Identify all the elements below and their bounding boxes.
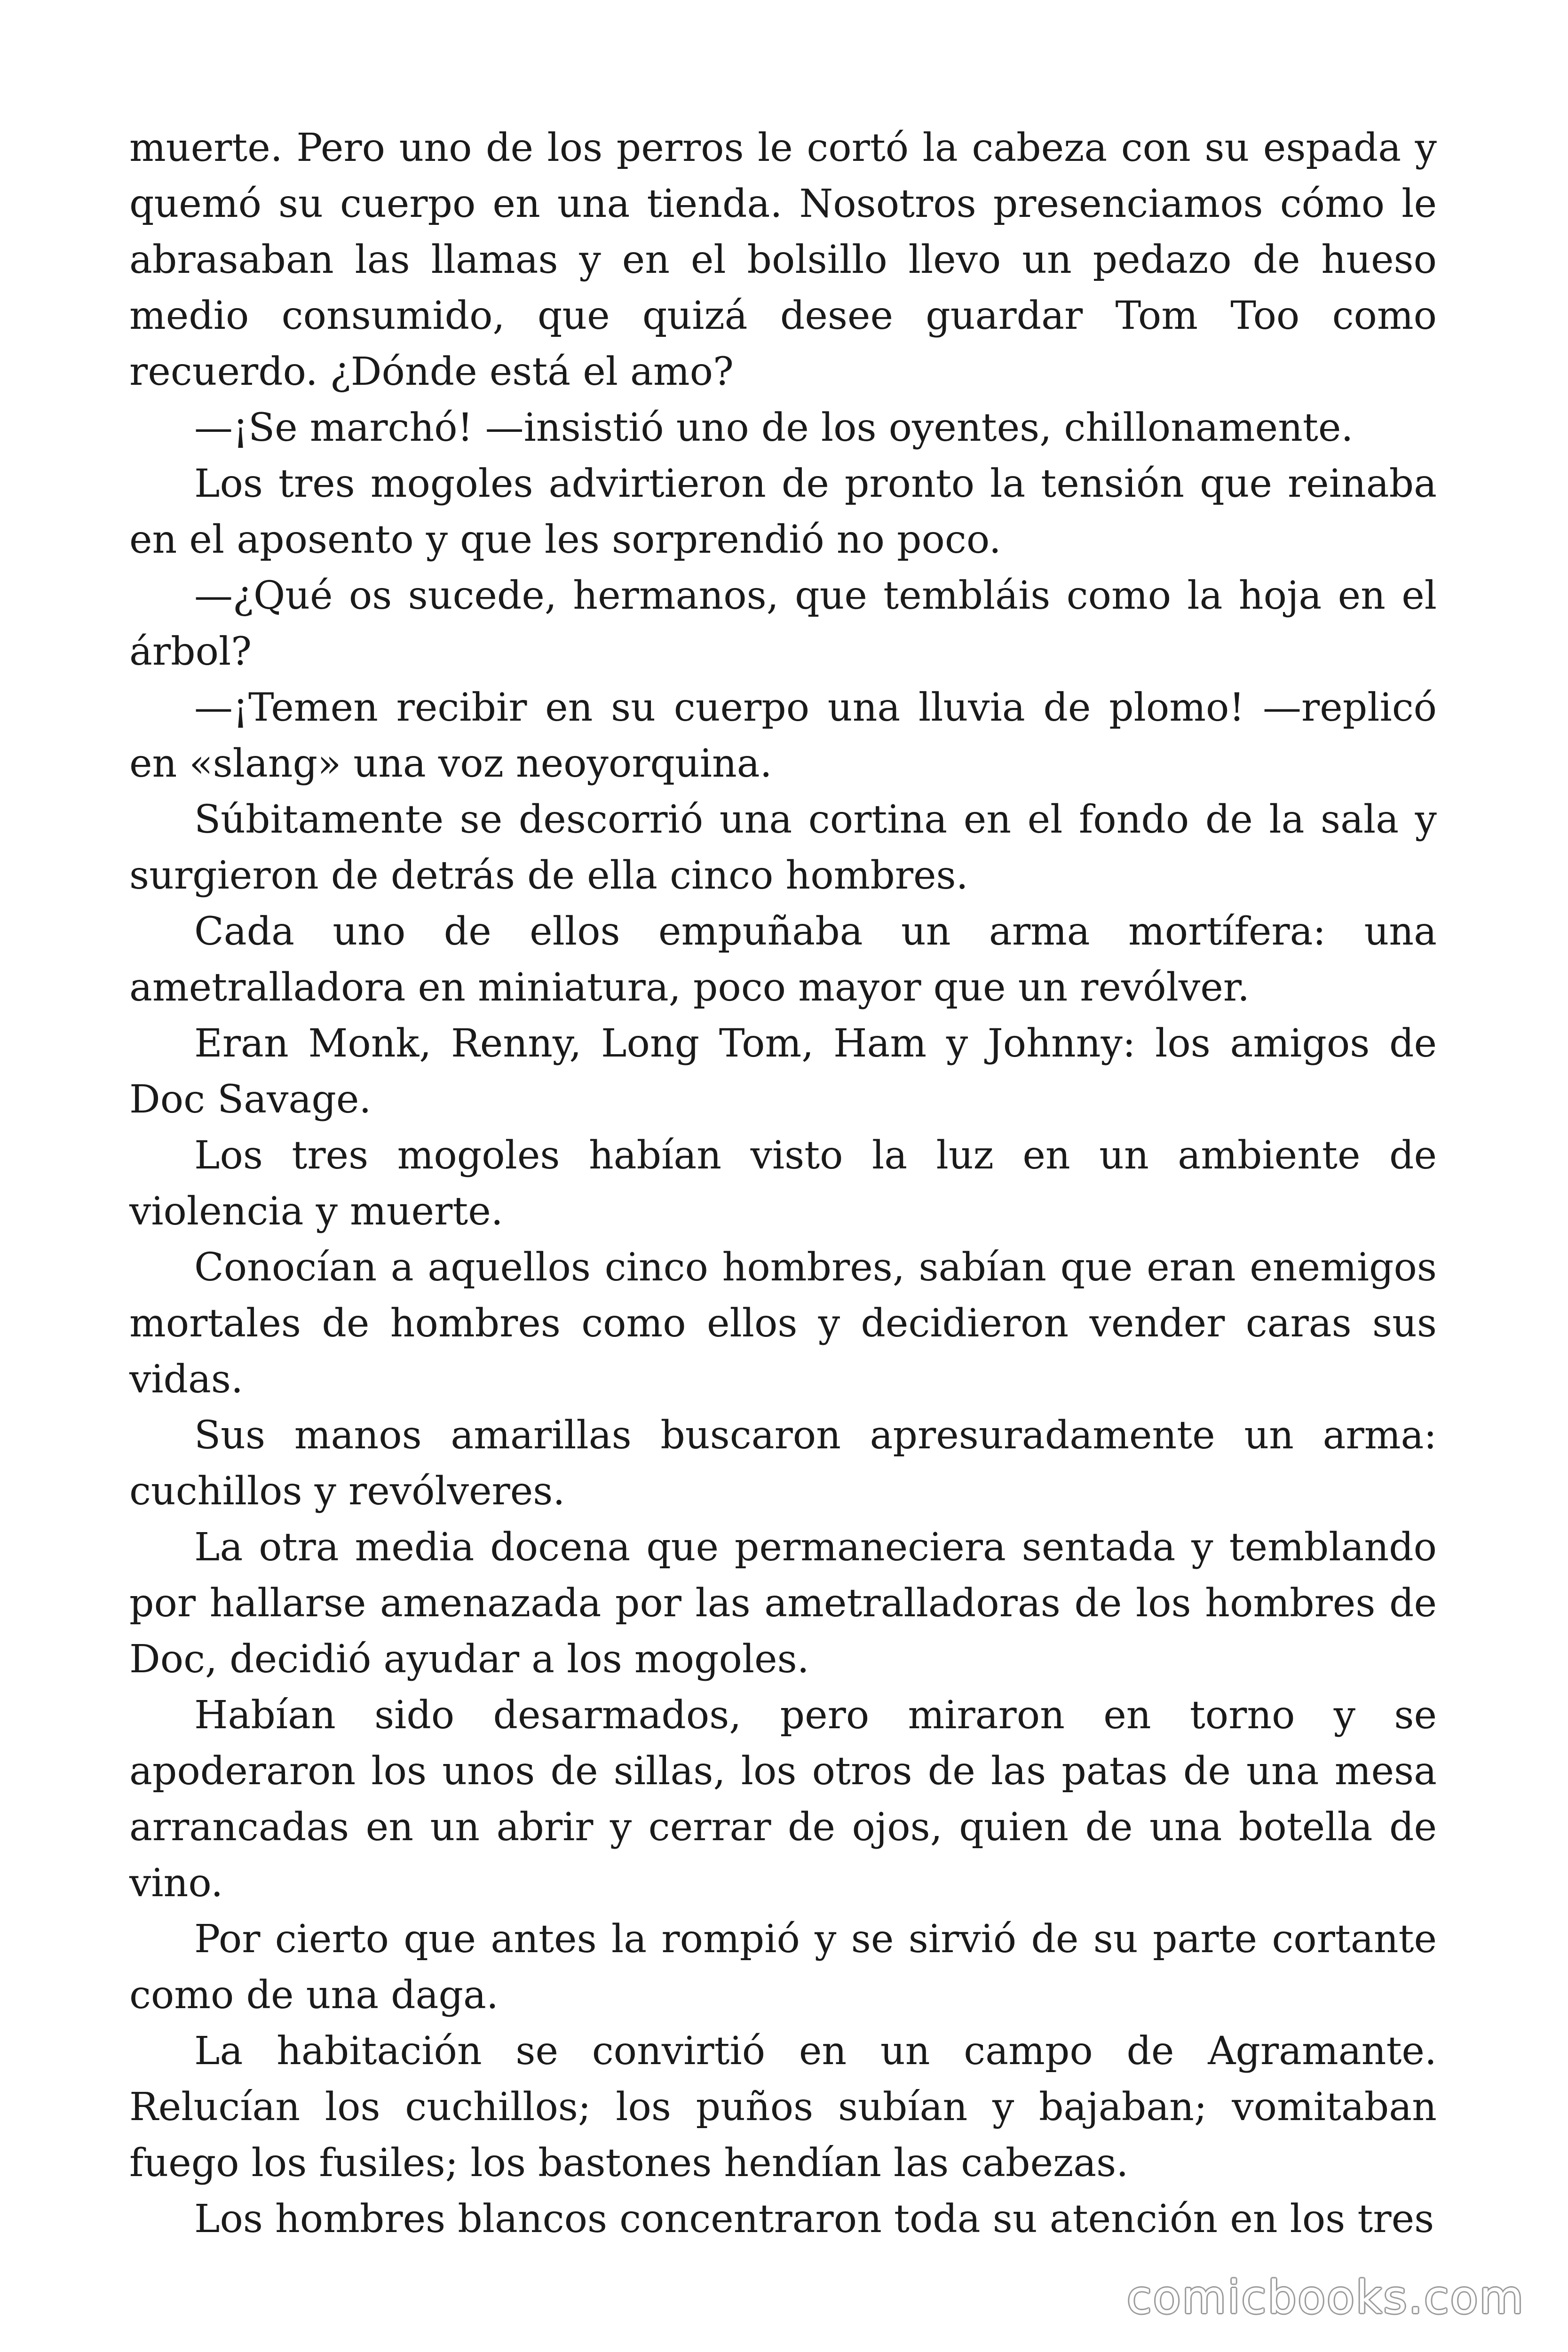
paragraph: Conocían a aquellos cinco hombres, sabían que eran enemigos mortales de hombres como ellos y decidieron vender caras sus vidas. — [129, 1245, 1437, 1402]
paragraph: Por cierto que antes la rompió y se sirvió de su parte cortante como de una daga. — [129, 1917, 1437, 2018]
paragraph: —¡Temen recibir en su cuerpo una lluvia de plomo! —replicó en «slang» una voz neoyorquina. — [129, 685, 1437, 786]
paragraph: Sus manos amarillas buscaron apresuradamente un arma: cuchillos y revólveres. — [129, 1413, 1437, 1514]
paragraph: Eran Monk, Renny, Long Tom, Ham y Johnny: los amigos de Doc Savage. — [129, 1021, 1437, 1122]
paragraph: —¿Qué os sucede, hermanos, que tembláis como la hoja en el árbol? — [129, 573, 1437, 674]
paragraph: Los tres mogoles habían visto la luz en un ambiente de violencia y muerte. — [129, 1133, 1437, 1234]
paragraph: Cada uno de ellos empuñaba un arma mortífera: una ametralladora en miniatura, poco mayor que un revólver. — [129, 909, 1437, 1010]
paragraph: Los tres mogoles advirtieron de pronto la tensión que reinaba en el aposento y que les sorprendió no poco. — [129, 461, 1437, 562]
body-text — [129, 120, 1437, 2247]
paragraph: Súbitamente se descorrió una cortina en el fondo de la sala y surgieron de detrás de ella cinco hombres. — [129, 797, 1437, 898]
paragraph: Los hombres blancos concentraron toda su atención en los tres — [194, 2197, 1434, 2241]
paragraph: La habitación se convirtió en un campo de Agramante. Relucían los cuchillos; los puños subían y bajaban; vomitaban fuego los fusiles; los bastones hendían las cabezas. — [129, 2029, 1437, 2185]
paragraph: Habían sido desarmados, pero miraron en torno y se apoderaron los unos de sillas, los otros de las patas de una mesa arrancadas en un abrir y cerrar de ojos, quien de una botella de vino. — [129, 1693, 1437, 1906]
paragraph: muerte. Pero uno de los perros le cortó la cabeza con su espada y quemó su cuerpo en una tienda. Nosotros presenciamos cómo le abrasaban las llamas y en el bolsillo llevo un pedazo de hueso medio consumido, que quizá desee guardar Tom Too como recuerdo. ¿Dónde está el amo? — [129, 126, 1437, 394]
paragraph: La otra media docena que permaneciera sentada y temblando por hallarse amenazada por las ametralladoras de los hombres de Doc, decidió ayudar a los mogoles. — [129, 1525, 1437, 1682]
paragraph: —¡Se marchó! —insistió uno de los oyentes, chillonamente. — [194, 405, 1354, 450]
watermark: comicbooks.com — [1126, 2271, 1525, 2324]
